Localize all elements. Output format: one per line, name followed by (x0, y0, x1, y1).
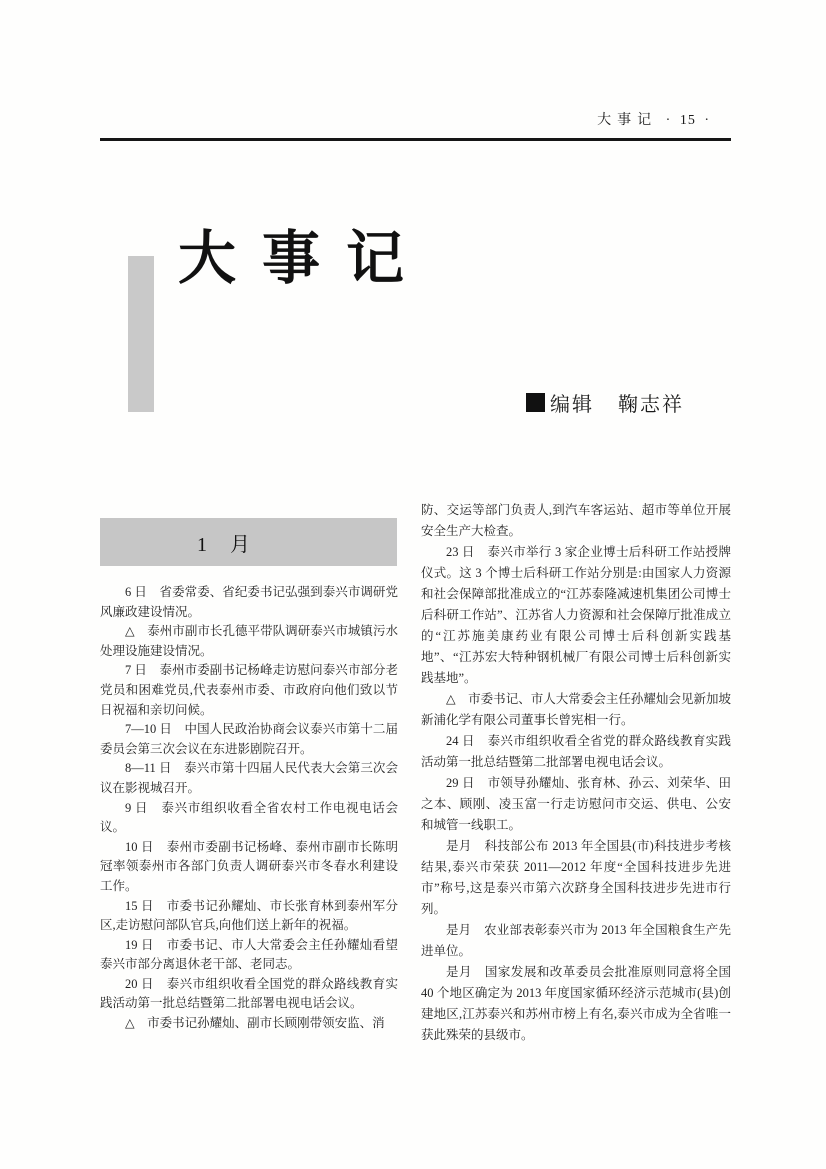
running-header-separator-left: · (665, 113, 672, 128)
chronicle-entry: 是月 国家发展和改革委员会批准原则同意将全国 40 个地区确定为 2013 年度国家循环经济示范城市(县)创建地区,江苏泰兴和苏州市榜上有名,泰兴市成为全省唯一获此殊荣的县级市。 (421, 965, 731, 1042)
left-column (100, 583, 398, 1034)
chronicle-entry: 防、交运等部门负责人,到汽车客运站、超市等单位开展安全生产大检查。 (421, 503, 731, 538)
chronicle-entry: 6 日 省委常委、省纪委书记弘强到泰兴市调研党风廉政建设情况。 (100, 585, 398, 619)
chronicle-entry: 8—11 日 泰兴市第十四届人民代表大会第三次会议在影视城召开。 (100, 761, 398, 795)
title-decoration-bar (128, 256, 154, 412)
chronicle-entry: 9 日 泰兴市组织收看全省农村工作电视电话会议。 (100, 800, 398, 835)
chronicle-entry: 7 日 泰州市委副书记杨峰走访慰问泰兴市部分老党员和困难党员,代表泰州市委、市政府向他们致以节日祝福和亲切问候。 (100, 663, 398, 717)
chronicle-entry: 是月 农业部表彰泰兴市为 2013 年全国粮食生产先进单位。 (421, 923, 731, 958)
editor-credit (526, 388, 684, 417)
chronicle-entry: 15 日 市委书记孙耀灿、市长张育林到泰州军分区,走访慰问部队官兵,向他们送上新年的祝福。 (100, 898, 398, 933)
chronicle-entry: △ 市委书记、市人大常委会主任孙耀灿会见新加坡新浦化学有限公司董事长曾宪相一行。 (421, 692, 731, 727)
chronicle-entry: 10 日 泰州市委副书记杨峰、泰州市副市长陈明冠率领泰州市各部门负责人调研泰兴市冬春水利建设工作。 (100, 839, 398, 893)
running-header-title: 大事记 (597, 113, 658, 128)
month-section-header (100, 518, 397, 566)
black-square-icon (526, 393, 545, 412)
running-header (597, 112, 714, 130)
chronicle-entry: 20 日 泰兴市组织收看全国党的群众路线教育实践活动第一批总结暨第二批部署电视电话会议。 (100, 976, 398, 1011)
right-column (421, 500, 731, 1046)
chronicle-entry: 29 日 市领导孙耀灿、张育林、孙云、刘荣华、田之本、顾刚、凌玉富一行走访慰问市交运、供电、公安和城管一线职工。 (421, 776, 731, 832)
month-section-label: 1 月 (197, 533, 252, 556)
running-header-separator-right: · (704, 113, 710, 128)
editor-name: 鞠志祥 (618, 394, 684, 416)
chronicle-entry: 7—10 日 中国人民政治协商会议泰兴市第十二届委员会第三次会议在东进影剧院召开。 (100, 722, 398, 756)
editor-label: 编辑 (550, 394, 594, 416)
header-rule (100, 138, 731, 141)
chronicle-entry: 是月 科技部公布 2013 年全国县(市)科技进步考核结果,泰兴市荣获 2011—2012 年度“全国科技进步先进市”称号,这是泰兴市第六次跻身全国科技进步先进市行列。 (421, 839, 731, 916)
page-number: 15 (679, 113, 696, 128)
page-title: 大事记 (178, 226, 431, 291)
chronicle-entry: 23 日 泰兴市举行 3 家企业博士后科研工作站授牌仪式。这 3 个博士后科研工作站分别是:由国家人力资源和社会保障部批准成立的“江苏泰隆减速机集团公司博士后科研工作站”、江苏省人力资源和社会保障厅批准成立的“江苏施美康药业有限公司博士后科创新实践基地”、“江苏宏大特种钢机械厂有限公司博士后科创新实践基地”。 (421, 545, 731, 685)
chronicle-entry: △ 泰州市副市长孔德平带队调研泰兴市城镇污水处理设施建设情况。 (100, 624, 398, 658)
chronicle-entry: 19 日 市委书记、市人大常委会主任孙耀灿看望泰兴市部分离退休老干部、老同志。 (100, 937, 398, 972)
chronicle-entry: 24 日 泰兴市组织收看全省党的群众路线教育实践活动第一批总结暨第二批部署电视电话会议。 (421, 734, 731, 769)
chronicle-entry: △ 市委书记孙耀灿、副市长顾刚带领安监、消 (125, 1016, 385, 1031)
